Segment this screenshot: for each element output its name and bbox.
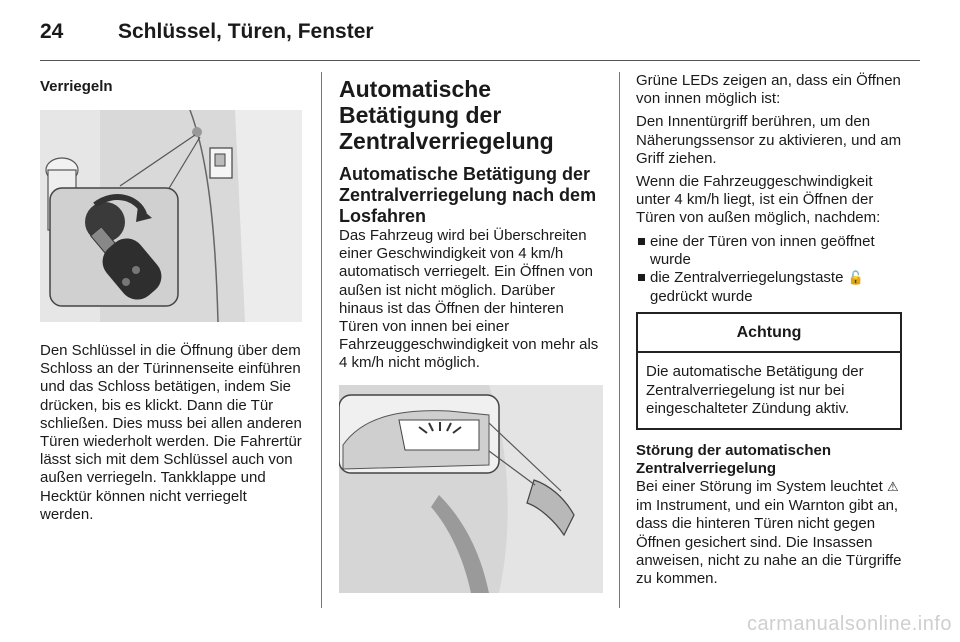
door-handle-drawing bbox=[339, 385, 603, 593]
bullet-text: eine der Türen von innen geöffnet wurde bbox=[650, 232, 875, 268]
chapter-title: Schlüssel, Türen, Fenster bbox=[118, 20, 374, 43]
led-info-paragraph: Grüne LEDs zeigen an, dass ein Öffnen von innen möglich ist: bbox=[636, 72, 901, 108]
car-warning-icon: ⚠ bbox=[886, 480, 899, 496]
fault-heading: Störung der automatischen Zentralverriegelung bbox=[636, 442, 832, 478]
door-handle-illustration bbox=[339, 385, 603, 593]
column-divider-2 bbox=[619, 72, 620, 608]
subsection-title-drive-away-locking: Automatische Betätigung der Zentralverriegelung nach dem Losfahren bbox=[339, 164, 597, 226]
column-1 bbox=[40, 72, 302, 524]
page-header bbox=[40, 20, 920, 50]
caution-title: Achtung bbox=[638, 314, 900, 353]
fault-text-start: Bei einer Störung im System leuchtet bbox=[636, 478, 887, 496]
list-item bbox=[636, 269, 902, 306]
speed-condition-paragraph: Wenn die Fahrzeuggeschwindigkeit unter 4 km/h liegt, ist ein Öffnen der Türen von außen möglich, nachdem: bbox=[636, 173, 881, 227]
key-lock-drawing bbox=[40, 110, 302, 322]
section-heading-verriegeln: Verriegeln bbox=[40, 78, 113, 95]
page-number: 24 bbox=[40, 20, 64, 43]
locking-instructions: Den Schlüssel in die Öffnung über dem Schloss an der Türinnenseite einführen und das Schloss betätigen, indem Sie drücken, bis es klickt. Dann die Tür schließen. Dies muss bei allen anderen Türen wiederholt werden. Die Fahrertür lässt sich mit dem Schlüssel auch von außen verriegeln. Tankklappe und Hecktür können nicht verriegelt werden. bbox=[40, 342, 302, 523]
lock-open-icon: 🔓 bbox=[847, 271, 864, 287]
auto-locking-description: Das Fahrzeug wird bei Überschreiten einer Geschwindigkeit von 4 km/h automatisch verriegelt. Ein Öffnen von außen ist nicht möglich. Darüber hinaus ist das Öffnen der hinteren Türen von innen bei einer Fahrzeuggeschwindigkeit von mehr als 4 km/h nicht möglich. bbox=[339, 227, 599, 372]
key-lock-illustration bbox=[40, 110, 302, 322]
bullet-text: die Zentralverriegelungstaste bbox=[650, 269, 848, 287]
column-2 bbox=[339, 72, 603, 593]
fault-text-end: im Instrument, und ein Warnton gibt an, dass die hinteren Türen nicht gegen Öffnen gesichert sind. Die Insassen anweisen, nicht zu nahe an die Türgriffe zu kommen. bbox=[636, 497, 902, 588]
proximity-sensor-paragraph: Den Innentürgriff berühren, um den Näherungssensor zu aktivieren, und am Griff ziehen. bbox=[636, 113, 902, 167]
caution-box bbox=[636, 312, 902, 430]
section-title-auto-locking: Automatische Betätigung der Zentralverriegelung bbox=[339, 76, 554, 154]
fault-description bbox=[636, 478, 902, 588]
list-item bbox=[636, 233, 902, 269]
condition-list bbox=[636, 233, 902, 307]
column-divider-1 bbox=[321, 72, 322, 608]
header-divider bbox=[40, 60, 920, 61]
watermark: carmanualsonline.info bbox=[746, 613, 952, 635]
bullet-text: gedrückt wurde bbox=[650, 288, 753, 306]
caution-text: Die automatische Betätigung der Zentralverriegelung ist nur bei eingeschalteter Zündung aktiv. bbox=[646, 363, 864, 417]
column-3 bbox=[636, 72, 902, 588]
